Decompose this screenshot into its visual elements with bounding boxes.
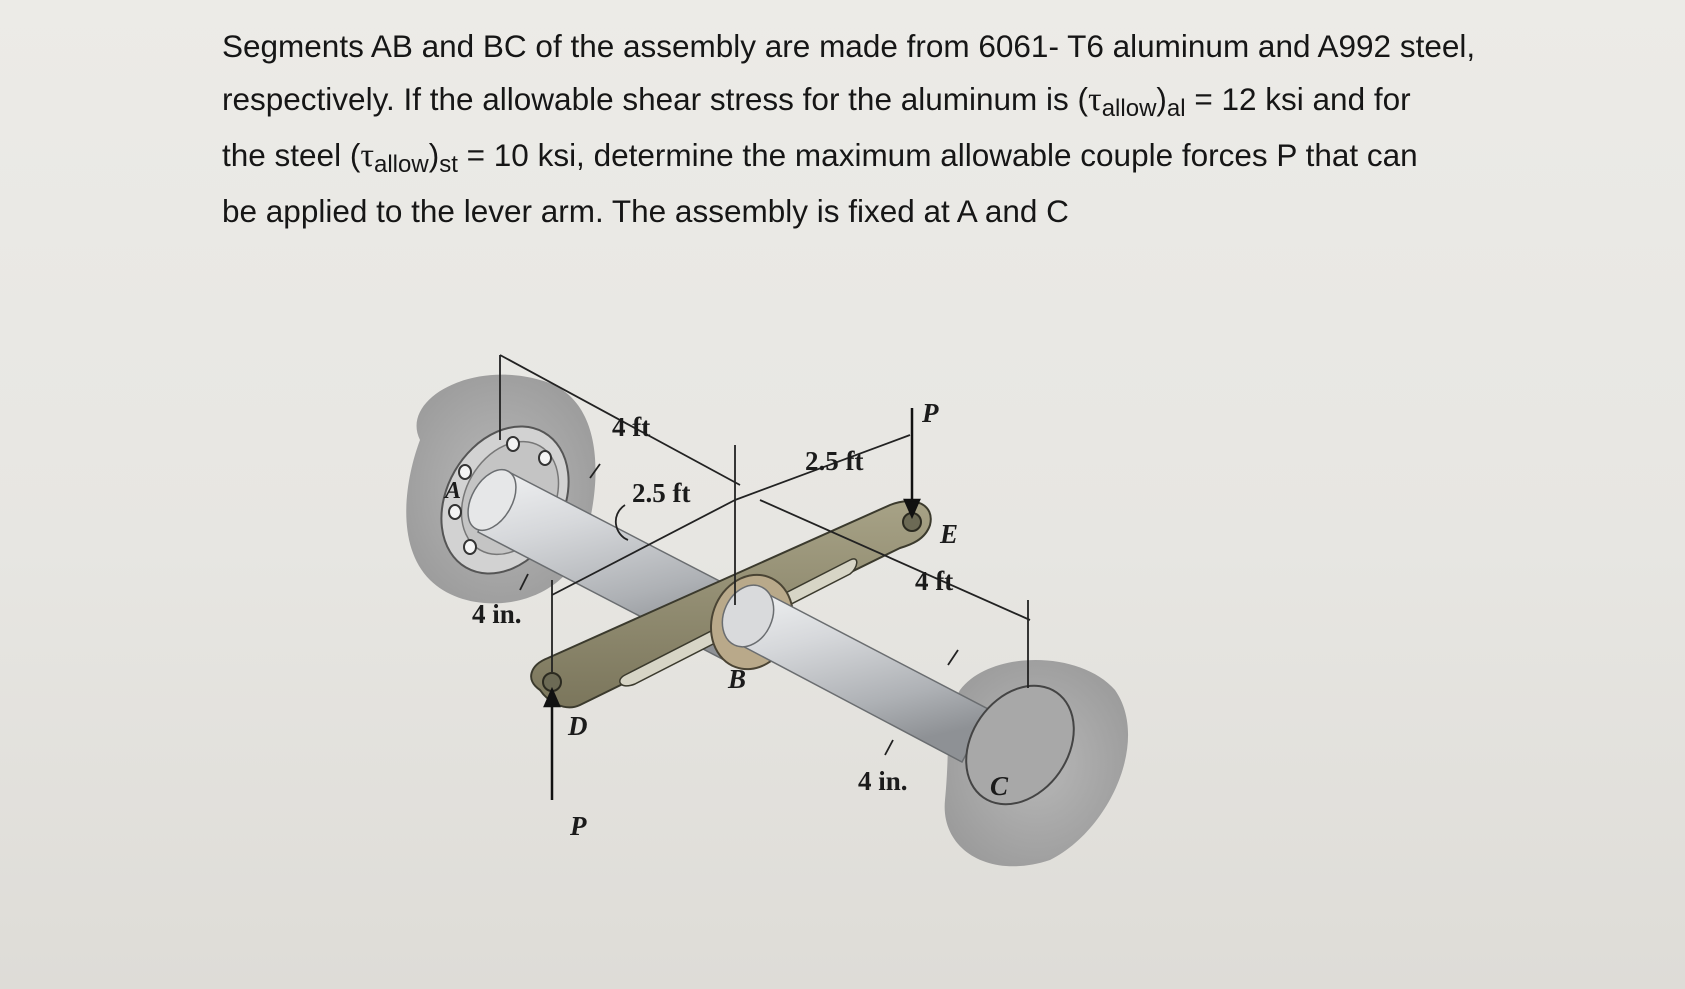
subscript-al: al: [1166, 95, 1186, 122]
bolt-hole-2: [539, 451, 551, 465]
label-a: A: [445, 478, 462, 504]
close-paren-al: ): [1156, 81, 1167, 117]
line3-text-a: the steel (: [222, 137, 361, 173]
label-2-5ft-right: 2.5 ft: [805, 446, 864, 476]
problem-line-4: be applied to the lever arm. The assembly is fixed at A and C: [222, 193, 1069, 229]
label-c: C: [990, 771, 1009, 801]
label-b: B: [728, 664, 747, 694]
label-4ft-right: 4 ft: [915, 566, 954, 596]
label-4ft-top: 4 ft: [612, 412, 651, 442]
label-d: D: [568, 711, 588, 741]
tau-symbol-st: τ: [360, 137, 374, 174]
tick-right-4in: [885, 740, 893, 755]
label-2-5ft-left: 2.5 ft: [632, 478, 691, 508]
subscript-allow-al: allow: [1101, 95, 1157, 122]
bolt-hole-4: [449, 505, 461, 519]
close-paren-st: ): [428, 137, 440, 173]
line2-text-a: respectively. If the allowable shear stress for the aluminum is (: [222, 81, 1089, 117]
tau-symbol-al: τ: [1088, 81, 1102, 118]
problem-line-1: Segments AB and BC of the assembly are made from 6061- T6 aluminum and A992 steel,: [222, 28, 1476, 64]
label-p-top: P: [922, 398, 939, 428]
bolt-hole-1: [507, 437, 519, 451]
tick-right-mid: [948, 650, 958, 665]
label-e: E: [940, 519, 959, 549]
bolt-hole-5: [464, 540, 476, 554]
label-4in-left: 4 in.: [472, 599, 522, 629]
bolt-hole-3: [459, 465, 471, 479]
subscript-st: st: [439, 151, 458, 178]
line3-text-b: = 10 ksi, determine the maximum allowable couple forces P that can: [457, 137, 1418, 173]
label-4in-right: 4 in.: [858, 766, 908, 796]
label-p-bottom: P: [570, 811, 587, 841]
subscript-allow-st: allow: [374, 151, 429, 178]
line2-text-b: = 12 ksi and for: [1185, 81, 1411, 117]
